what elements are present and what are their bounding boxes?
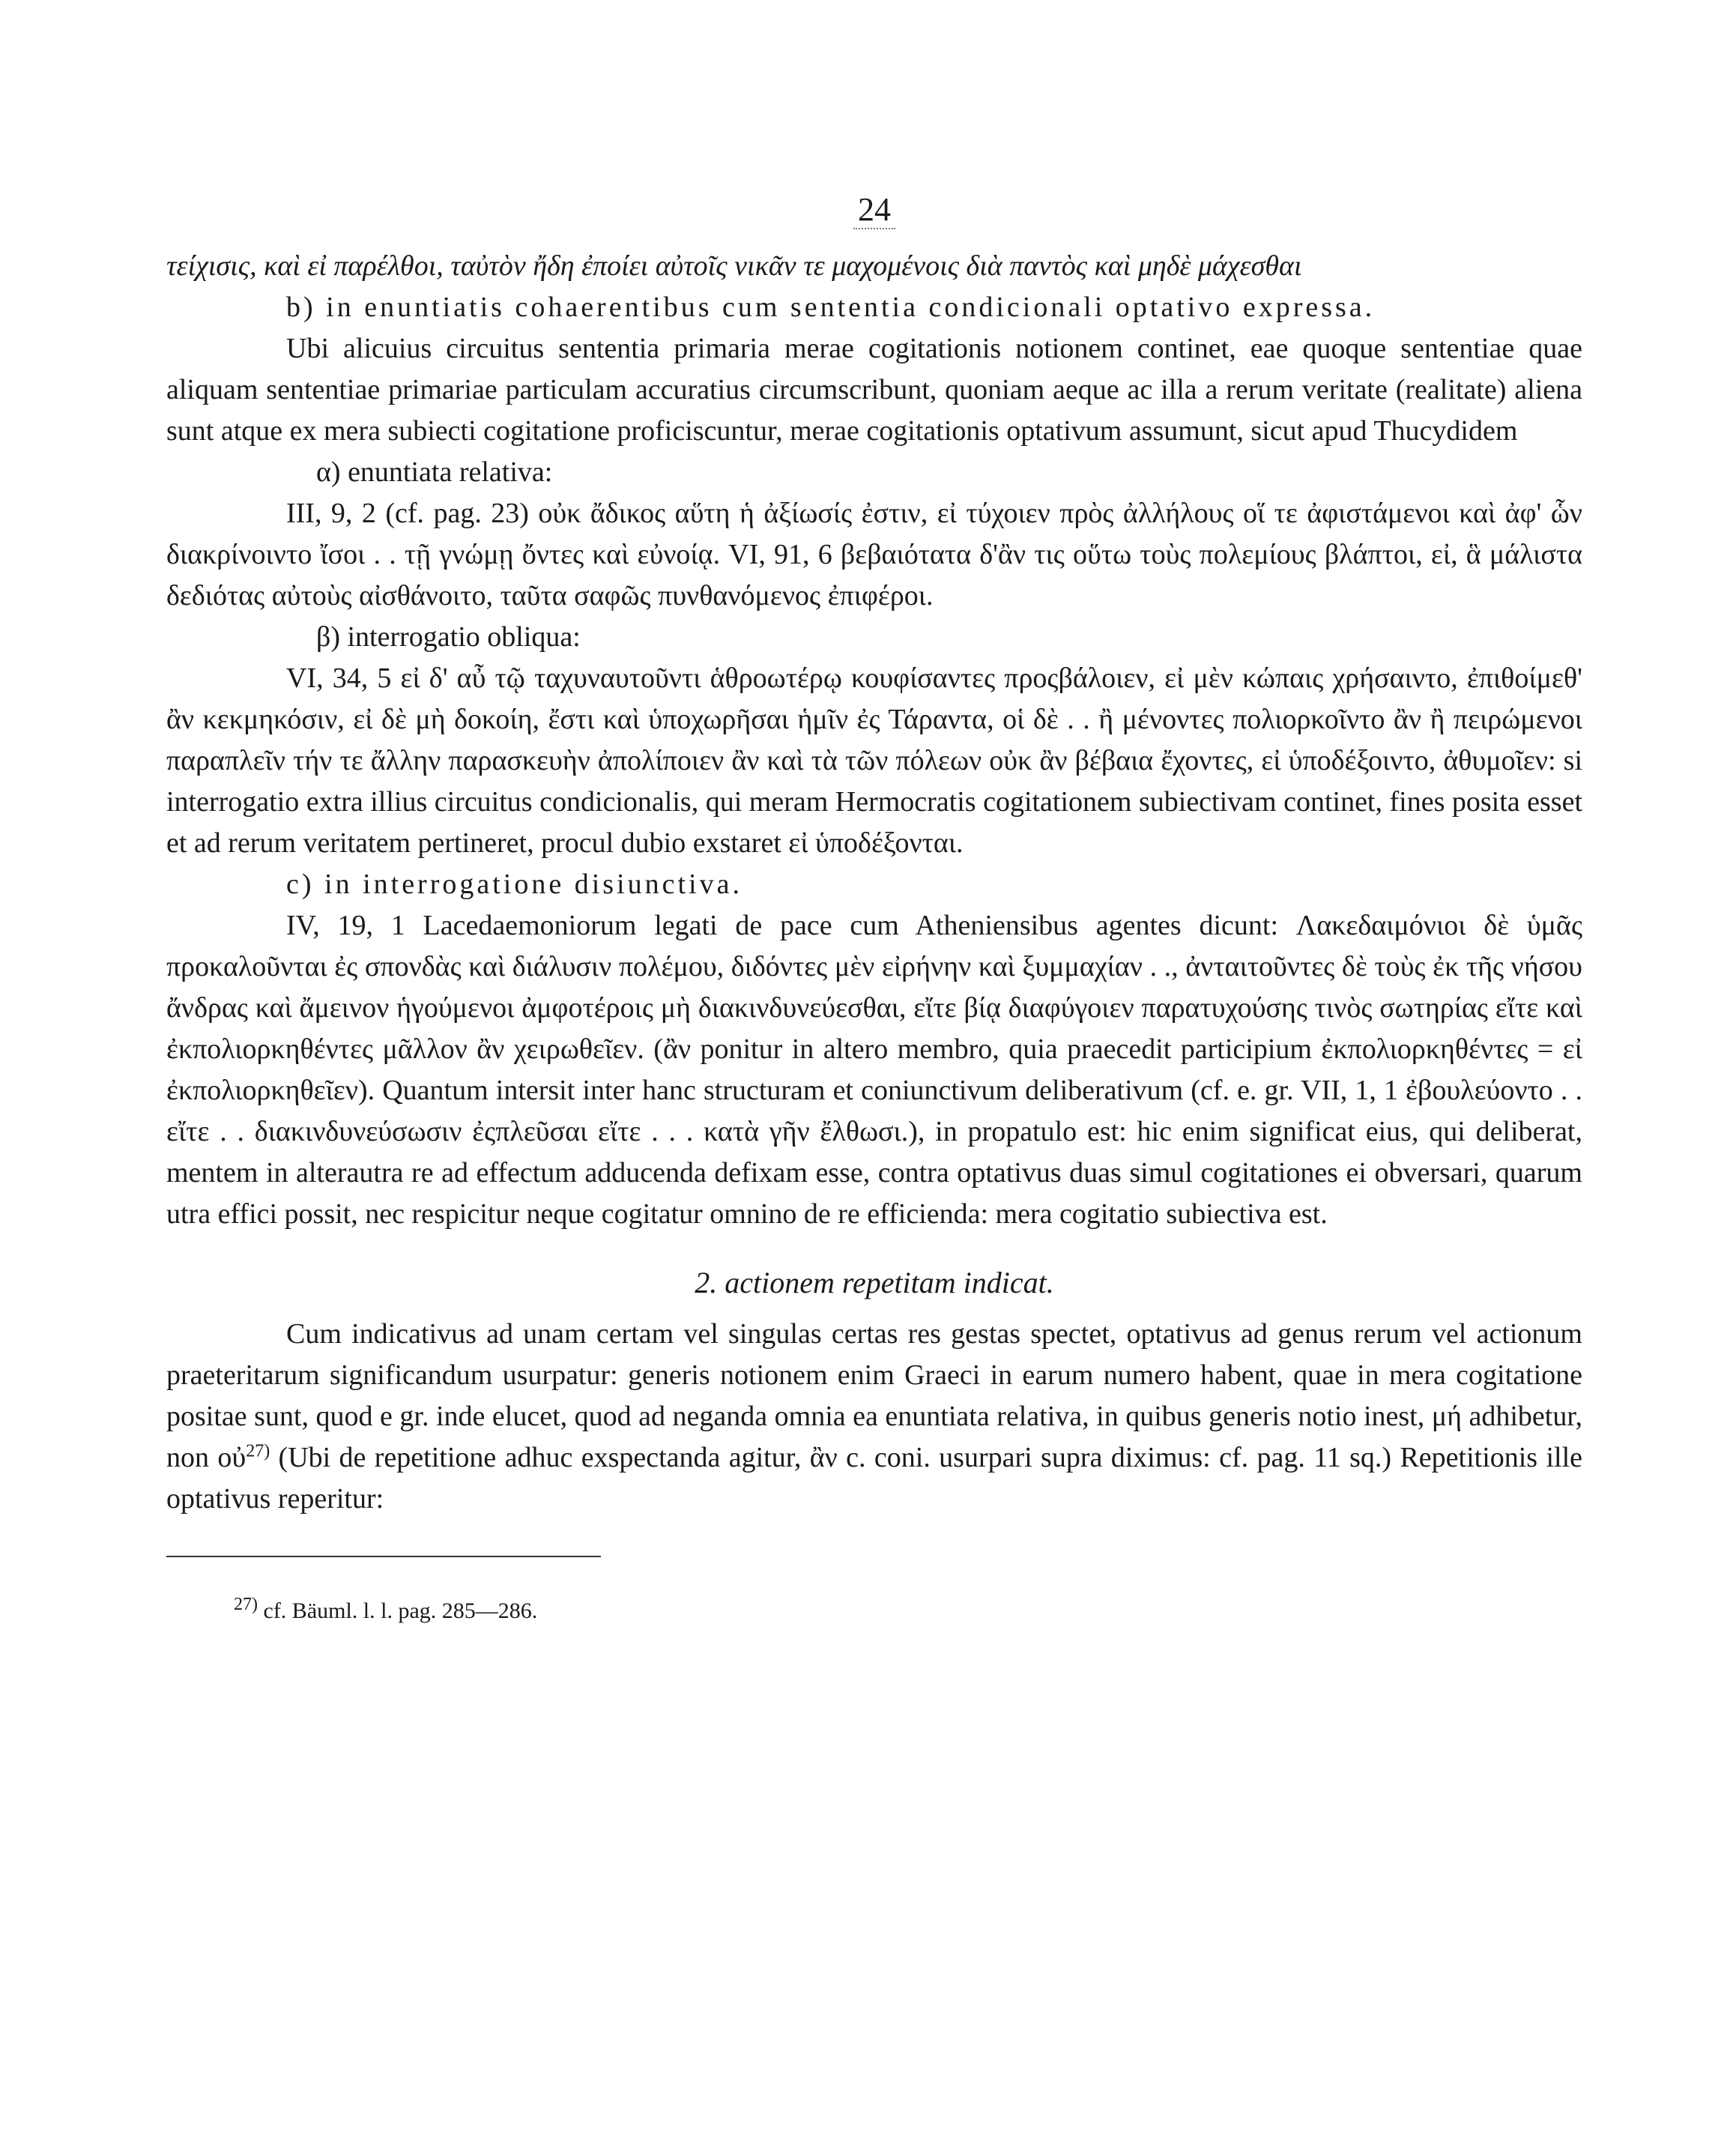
subsection-b-heading: b) in enuntiatis cohaerentibus cum sententia condicionali optativo expressa. [286,292,1376,323]
example-paragraph: VI, 34, 5 εἰ δ' αὖ τῷ ταχυναυτοῦντι ἁθροωτέρῳ κουφίσαντες προςβάλοιεν, εἰ μὲν κώπαις χρήσαιντο, ἐπιθοίμεθ' ἂν κεκμηκόσιν, εἰ δὲ μὴ δοκοίη, ἔστι καὶ ὑποχωρῆσαι ἡμῖν ἐς Τάραντα, οἱ δὲ . . ἢ μένοντες πολιορκοῖντο ἂν ἢ πειρώμενοι παραπλεῖν τήν τε ἄλλην παρασκευὴν ἀπολίποιεν ἂν καὶ τὰ τῶν πόλεων οὐκ ἂν βέβαια ἔχοντες, εἰ ὑποδέξοιντο, ἀθυμοῖεν: si interrogatio extra illius circuitus condicionalis, qui meram Hermocratis cogitationem subiectivam continet, fines posita esset et ad rerum veritatem pertineret, procul dubio exstaret εἰ ὑποδέξονται. [166,662,1582,859]
document-page [166,187,1582,1628]
subsection-c-heading: c) in interrogatione disiunctiva. [286,869,743,900]
subsection-alpha-heading: α) enuntiata relativa: [316,456,553,488]
page-number: 24 [166,187,1582,232]
subsection-beta-heading: β) interrogatio obliqua: [316,621,581,653]
footnote-reference: 27) [246,1441,270,1461]
body-paragraph: Ubi alicuius circuitus sententia primaria merae cogitationis notionem continet, eae quoque sententiae quae aliquam sententiae primariae particulam accuratius circumscribunt, quoniam aeque ac illa a rerum veritate (realitate) aliena sunt atque ex mera subiecti cogitatione proficiscuntur, merae cogitationis optativum assumunt, sicut apud Thucydidem [166,333,1582,447]
greek-quotation: τείχισις, καὶ εἰ παρέλθοι, ταὐτὸν ἤδη ἐποίει αὐτοῖς νικᾶν τε μαχομένοις διὰ παντὸς καὶ μηδὲ μάχεσθαι [166,250,1302,282]
body-paragraph: IV, 19, 1 Lacedaemoniorum legati de pace cum Atheniensibus agentes dicunt: Λακεδαιμόνιοι δὲ ὑμᾶς προκαλοῦνται ἐς σπονδὰς καὶ διάλυσιν πολέμου, διδόντες μὲν εἰρήνην καὶ ξυμμαχίαν . ., ἀνταιτοῦντες δὲ τοὺς ἐκ τῆς νήσου ἄνδρας καὶ ἄμεινον ἡγούμενοι ἀμφοτέροις μὴ διακινδυνεύεσθαι, εἴτε βίᾳ διαφύγοιεν παρατυχούσης τινὸς σωτηρίας εἴτε καὶ ἐκπολιορκηθέντες μᾶλλον ἂν χειρωθεῖεν. (ἂν ponitur in altero membro, quia praecedit participium ἐκπολιορκηθέντες = εἰ ἐκπολιορκηθεῖεν). Quantum intersit inter hanc structuram et coniunctivum deliberativum (cf. e. gr. VII, 1, 1 ἐβουλεύοντο . . εἴτε . . διακινδυνεύσωσιν ἐςπλεῦσαι εἴτε . . . κατὰ γῆν ἔλθωσι.), in propatulo est: hic enim significat eius, qui deliberat, mentem in alterautra re ad effectum adducenda defixam esse, contra optativus duas simul cogitationes ei obversari, quarum utra effici possit, nec respicitur neque cogitatur omnino de re efficienda: mera cogitatio subiectiva est. [166,910,1582,1230]
footnote [166,1595,1582,1628]
body-paragraph: Cum indicativus ad unam certam vel singulas certas res gestas spectet, optativus ad genus rerum vel actionum praeteritarum significandum usurpatur: generis notionem enim Graeci in earum numero habent, quae in mera cogitatione positae sunt, quod e gr. inde elucet, quod ad neganda omnia ea enuntiata relativa, in quibus generis notio inest, μή adhibetur, non οὐ$^{27)}$ (Ubi de repetitione adhuc exspectanda agitur, ἂν c. coni. usurpari supra diximus: cf. pag. 11 sq.) Repetitionis ille optativus reperitur: [166,1318,1582,1515]
footnote-text: cf. Bäuml. l. l. pag. 285—286. [263,1598,538,1623]
example-paragraph: III, 9, 2 (cf. pag. 23) οὐκ ἄδικος αὕτη ἡ ἀξίωσίς ἐστιν, εἰ τύχοιεν πρὸς ἀλλήλους οἵ τε ἀφιστάμενοι καὶ ἀφ' ὧν διακρίνοιντο ἴσοι . . τῇ γνώμῃ ὄντες καὶ εὐνοίᾳ. VI, 91, 6 βεβαιότατα δ'ἂν τις οὕτω τοὺς πολεμίους βλάπτοι, εἰ, ἃ μάλιστα δεδιότας αὐτοὺς αἰσθάνοιτο, ταῦτα σαφῶς πυνθανόμενος ἐπιφέροι. [166,498,1582,612]
footnote-divider [166,1556,601,1557]
footnote-marker: 27) [234,1595,258,1614]
section-heading: 2. actionem repetitam indicat. [695,1266,1054,1299]
